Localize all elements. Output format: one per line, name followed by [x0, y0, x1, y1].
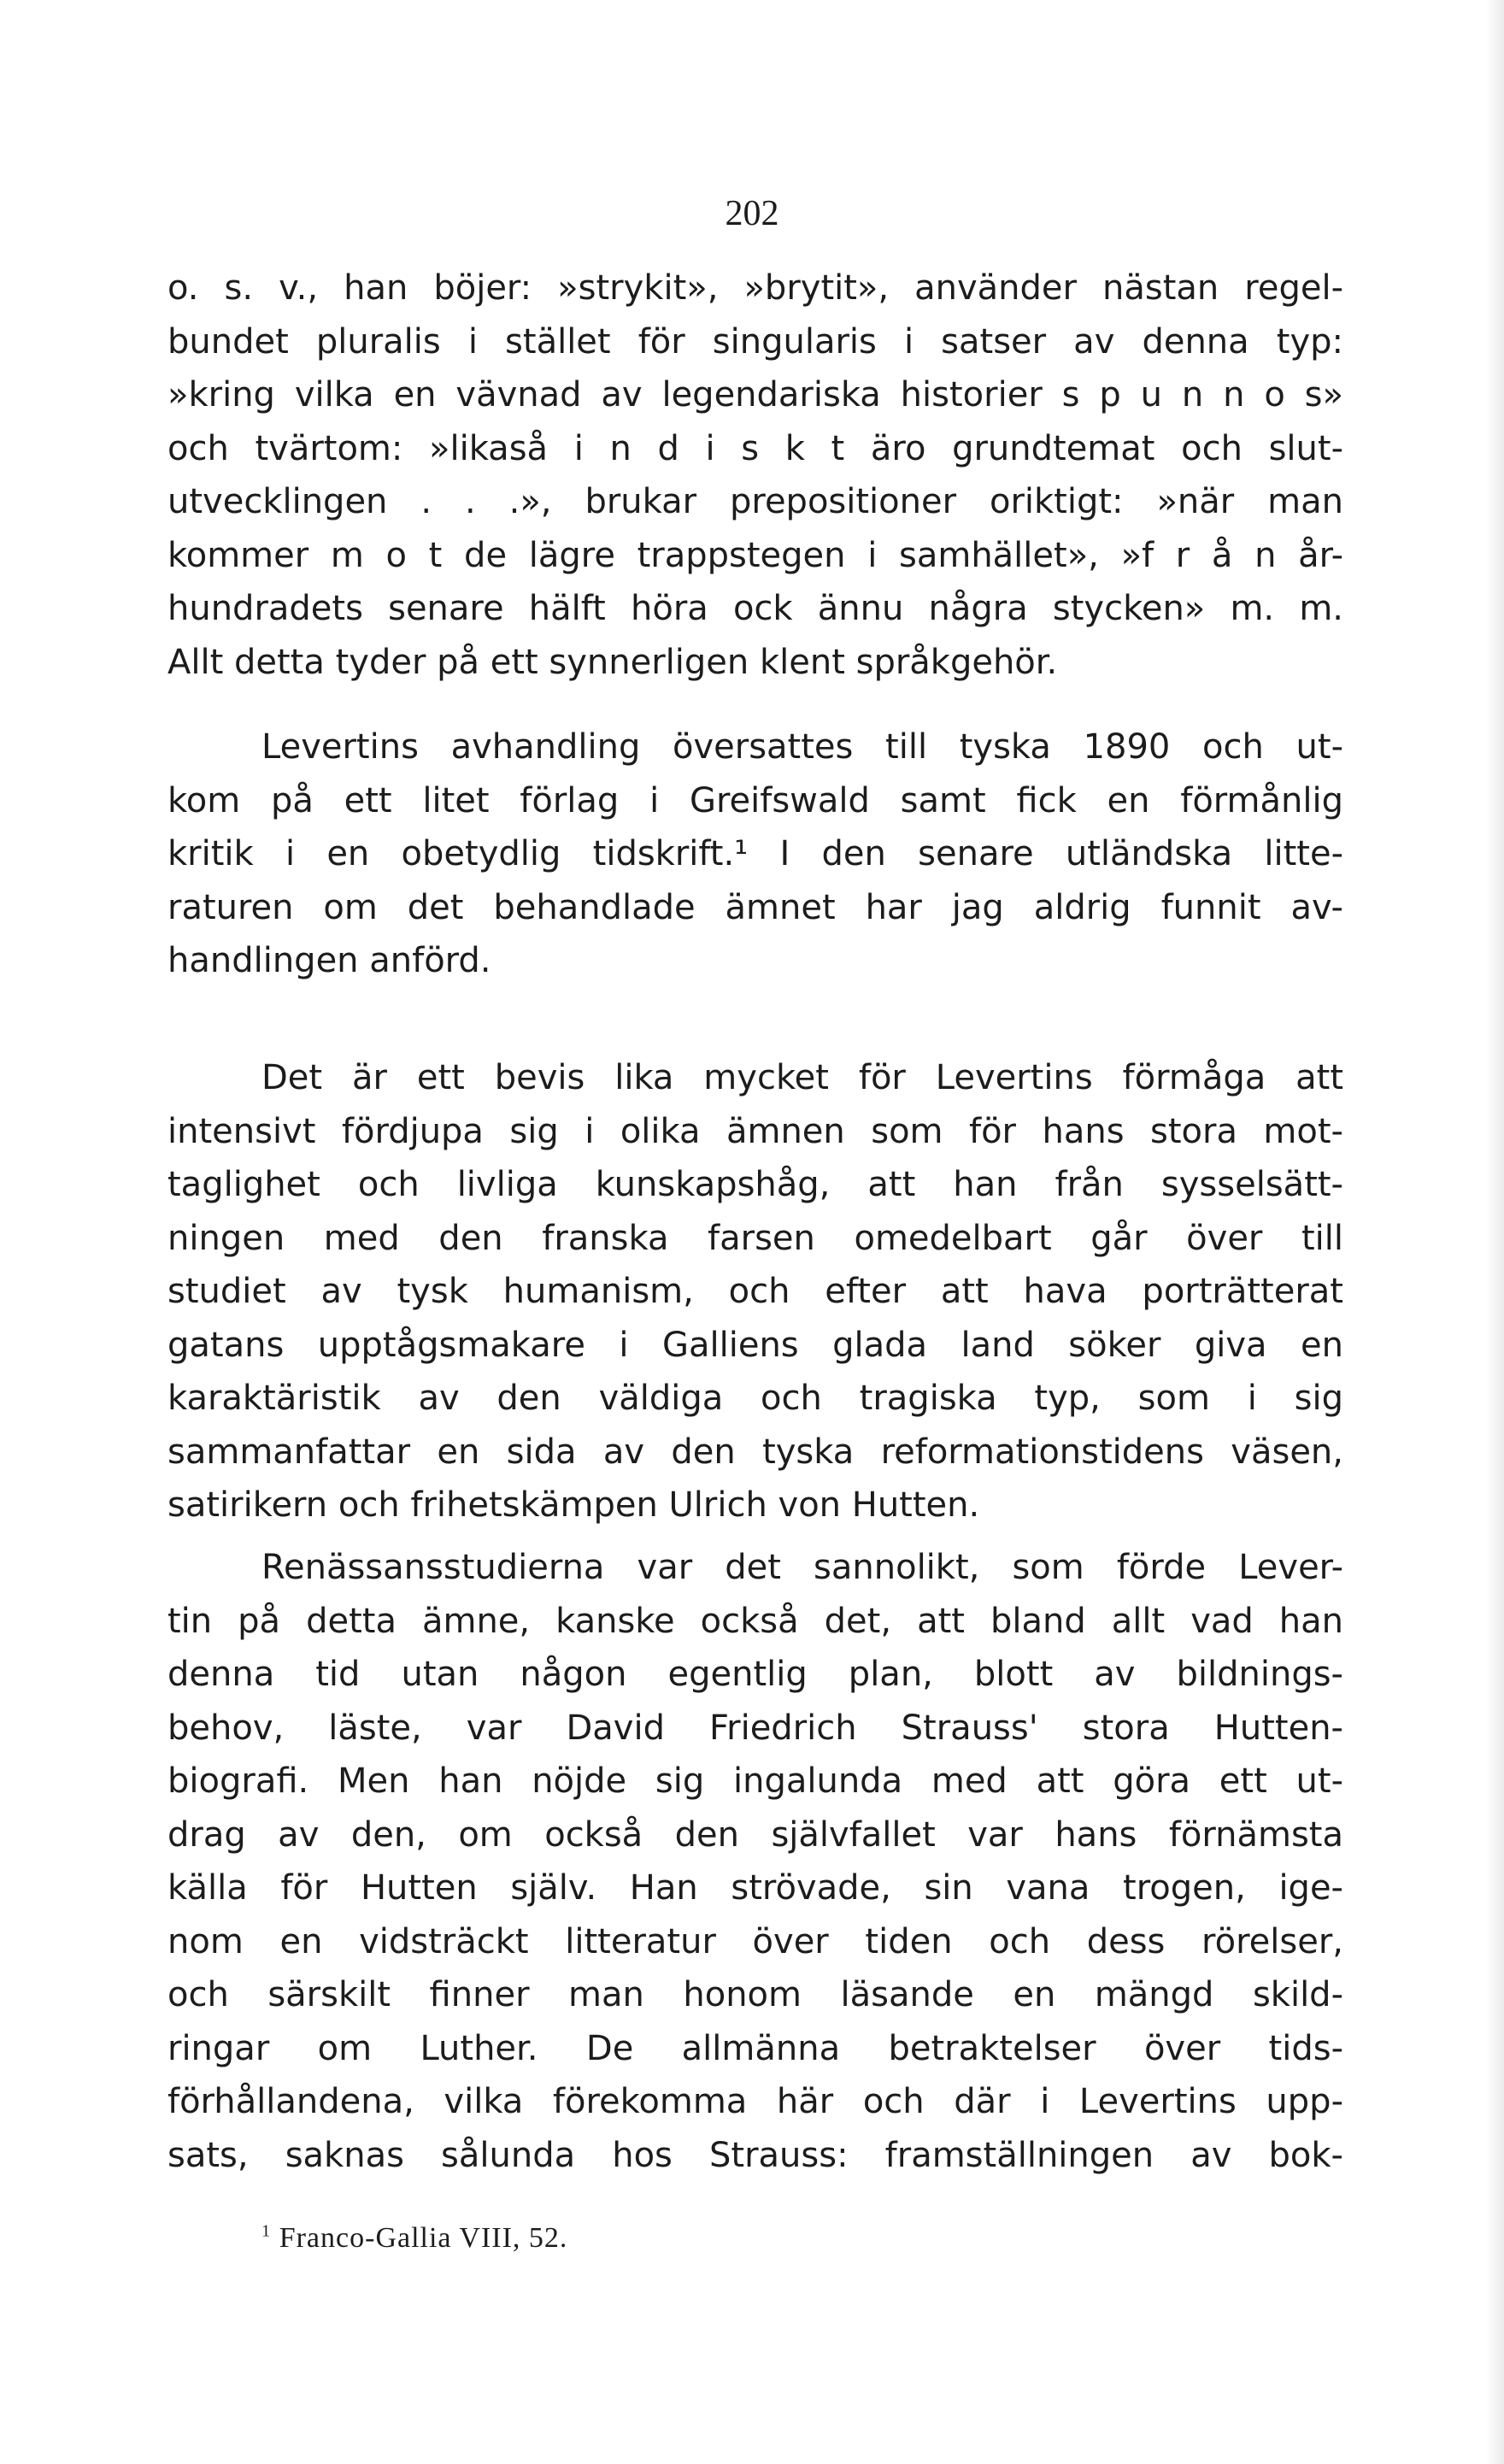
- text-line: förhållandena, vilka förekomma här och där i Levertins upp-: [167, 2082, 1343, 2121]
- text-line: och särskilt finner man honom läsande en mängd skild-: [167, 1975, 1343, 2014]
- text-line: hundradets senare hälft höra ock ännu några stycken» m. m.: [167, 589, 1343, 628]
- text-line: gatans upptågsmakare i Galliens glada land söker giva en: [167, 1325, 1343, 1365]
- text-line: kritik i en obetydlig tidskrift.¹ I den senare utländska litte-: [167, 834, 1343, 873]
- text-line: taglighet och livliga kunskapshåg, att han från sysselsätt-: [167, 1165, 1343, 1204]
- text-line: ringar om Luther. De allmänna betraktelser över tids-: [167, 2028, 1343, 2068]
- text-line: »kring vilka en vävnad av legendariska historier s p u n n o s»: [167, 375, 1343, 415]
- text-line: behov, läste, var David Friedrich Strauss' stora Hutten-: [167, 1708, 1343, 1748]
- text-line: intensivt fördjupa sig i olika ämnen som för hans stora mot-: [167, 1111, 1343, 1151]
- text-line: källa för Hutten själv. Han strövade, sin vana trogen, ige-: [167, 1868, 1343, 1908]
- text-line: nom en vidsträckt litteratur över tiden och dess rörelser,: [167, 1921, 1343, 1961]
- text-line: och tvärtom: »likaså i n d i s k t äro grundtemat och slut-: [167, 428, 1343, 468]
- text-line: sats, saknas sålunda hos Strauss: framställningen av bok-: [167, 2135, 1343, 2175]
- footnote: [261, 2220, 567, 2256]
- text-line: drag av den, om också den självfallet var hans förnämsta: [167, 1814, 1343, 1855]
- text-line: Allt detta tyder på ett synnerligen klent språkgehör.: [167, 642, 1058, 682]
- text-line: biografi. Men han nöjde sig ingalunda med att göra ett ut-: [167, 1761, 1343, 1801]
- text-line: studiet av tysk humanism, och efter att hava porträtterat: [167, 1272, 1343, 1311]
- page-edge-shadow: [1485, 0, 1504, 2464]
- text-line: kom på ett litet förlag i Greifswald samt fick en förmånlig: [167, 780, 1343, 820]
- text-line: handlingen anförd.: [167, 941, 491, 980]
- text-line: karaktäristik av den väldiga och tragiska typ, som i sig: [167, 1379, 1343, 1418]
- page-number: 202: [725, 194, 779, 233]
- paragraph-2: [167, 720, 1343, 988]
- paragraph-3: [167, 1051, 1343, 1532]
- text-line: sammanfattar en sida av den tyska reformationstidens väsen,: [167, 1432, 1343, 1472]
- text-line: bundet pluralis i stället för singularis i satser av denna typ:: [167, 321, 1343, 362]
- text-line: satirikern och frihetskämpen Ulrich von Hutten.: [167, 1485, 980, 1525]
- footnote-marker: 1: [261, 2221, 272, 2241]
- paragraph-4: [167, 1541, 1343, 2182]
- footnote-text: Franco-Gallia VIII, 52.: [279, 2222, 568, 2254]
- text-line: Det är ett bevis lika mycket för Levertins förmåga att: [261, 1058, 1343, 1097]
- text-line: o. s. v., han böjer: »strykit», »brytit», använder nästan regel-: [167, 268, 1343, 308]
- paragraph-1: [167, 262, 1343, 689]
- text-line: raturen om det behandlade ämnet har jag aldrig funnit av-: [167, 887, 1343, 927]
- text-line: Levertins avhandling översattes till tyska 1890 och ut-: [261, 727, 1343, 767]
- text-line: Renässansstudierna var det sannolikt, som förde Lever-: [261, 1548, 1343, 1587]
- text-line: denna tid utan någon egentlig plan, blott av bildnings-: [167, 1655, 1343, 1694]
- text-line: tin på detta ämne, kanske också det, att bland allt vad han: [167, 1601, 1343, 1641]
- text-line: kommer m o t de lägre trappstegen i samhället», »f r å n år-: [167, 535, 1343, 575]
- text-line: utvecklingen . . .», brukar prepositioner oriktigt: »när man: [167, 482, 1343, 521]
- text-line: ningen med den franska farsen omedelbart går över till: [167, 1218, 1343, 1258]
